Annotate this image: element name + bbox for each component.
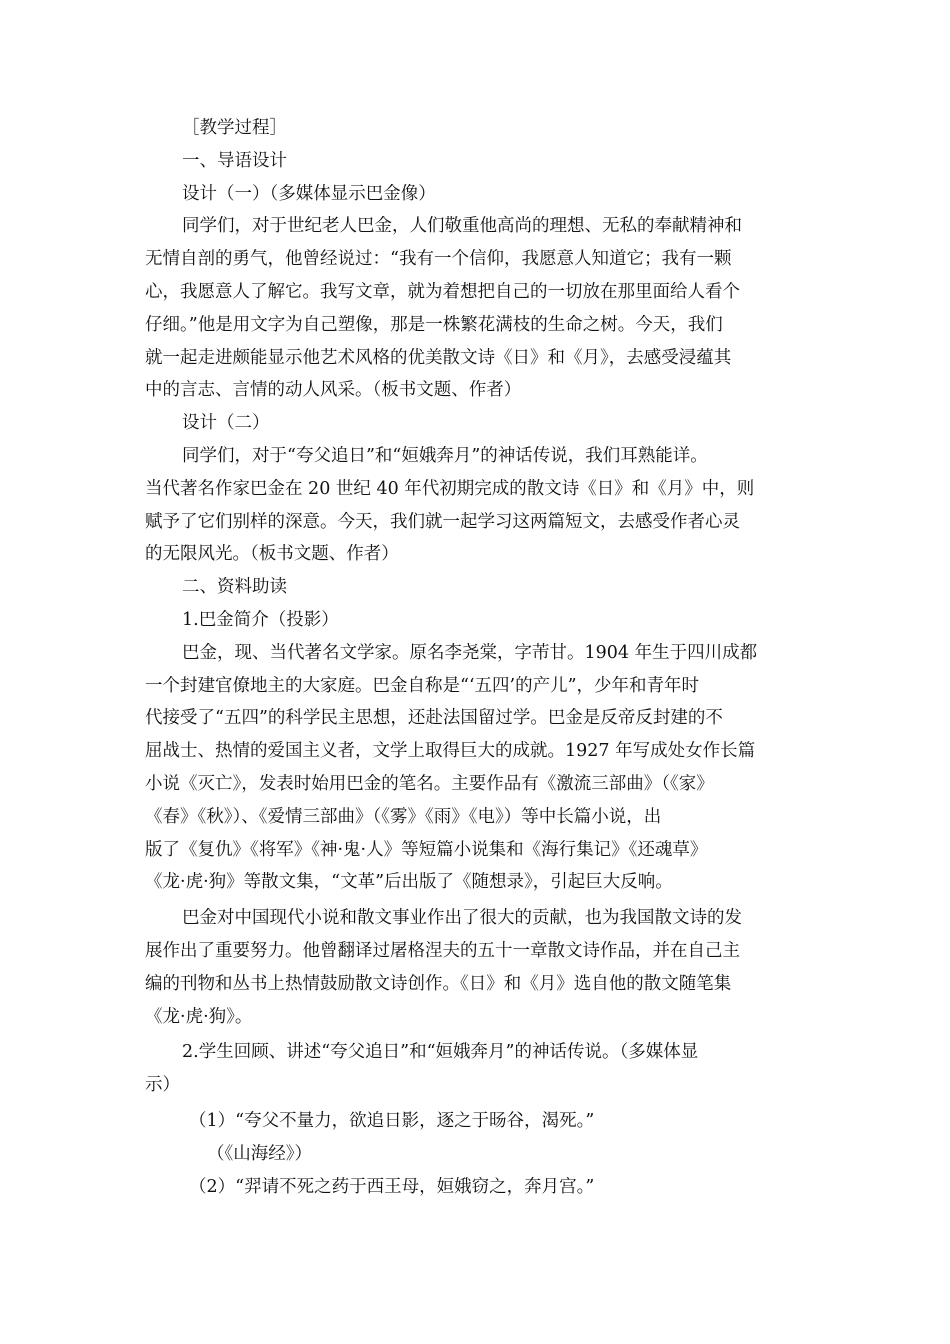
bio-paragraph (145, 637, 807, 899)
paragraph-line: 中的言志、言情的动人风采。（板书文题、作者） (145, 380, 522, 401)
paragraph-line: 心，我愿意人了解它。我写文章，就为着想把自己的一切放在那里面给人看个 (145, 281, 740, 302)
paragraph-line: 赋予了它们别样的深意。今天，我们就一起学习这两篇短文，去感受作者心灵 (145, 511, 740, 532)
paragraph-line: 无情自剖的勇气，他曾经说过：“我有一个信仰，我愿意人知道它；我有一颗 (145, 249, 732, 270)
item-one-title: 1.巴金简介（投影） (182, 609, 339, 630)
paragraph-line: 一个封建官僚地主的大家庭。巴金自称是“‘五四’的产儿”，少年和青年时 (145, 675, 700, 696)
paragraph-line: 屈战士、热情的爱国主义者，文学上取得巨大的成就。1927 年写成处女作长篇 (145, 741, 756, 762)
item-two-paragraph (145, 1036, 807, 1102)
paragraph-line: 版了《复仇》《将军》《神·鬼·人》等短篇小说集和《海行集记》《还魂草》 (145, 839, 708, 860)
paragraph-line: 同学们，对于“夸父追日”和“姮娥奔月”的神话传说，我们耳熟能详。 (182, 445, 708, 466)
contribution-paragraph (145, 902, 807, 1033)
paragraph-line: 巴金，现、当代著名文学家。原名李尧棠，字芾甘。1904 年生于四川成都 (182, 642, 758, 663)
paragraph-line: 代接受了“五四”的科学民主思想，还赴法国留过学。巴金是反帝反封建的不 (145, 708, 723, 729)
paragraph-line: 示） (145, 1075, 180, 1096)
section-title-intro-design: 一、导语设计 (182, 150, 287, 171)
design-one-title: 设计（一）（多媒体显示巴金像） (182, 183, 436, 204)
paragraph-line: 仔细。”他是用文字为自己塑像，那是一株繁花满枝的生命之树。今天，我们 (145, 314, 723, 335)
paragraph-line: 《龙·虎·狗》等散文集，“文革”后出版了《随想录》，引起巨大反响。 (145, 872, 673, 893)
paragraph-line: 就一起走进颇能显示他艺术风格的优美散文诗《日》和《月》，去感受浸蕴其 (145, 347, 732, 368)
paragraph-line: 当代著名作家巴金在 20 世纪 40 年代初期完成的散文诗《日》和《月》中，则 (145, 478, 755, 499)
paragraph-line: 小说《灭亡》，发表时始用巴金的笔名。主要作品有《激流三部曲》（《家》 (145, 773, 714, 794)
design-two-title: 设计（二） (182, 413, 270, 434)
paragraph-line: 《龙·虎·狗》。 (145, 1006, 253, 1027)
design-two-paragraph (145, 440, 807, 571)
quote-one-source: （《山海经》） (207, 1143, 312, 1164)
paragraph-line: 巴金对中国现代小说和散文事业作出了很大的贡献，也为我国散文诗的发 (182, 908, 742, 929)
paragraph-line: 同学们，对于世纪老人巴金，人们敬重他高尚的理想、无私的奉献精神和 (182, 216, 742, 237)
section-title-reference-reading: 二、资料助读 (182, 577, 287, 598)
heading-teaching-process: ［教学过程］ (182, 118, 287, 138)
quote-one: （1）“夸父不量力，欲追日影，逐之于旸谷，渴死。” (189, 1110, 595, 1131)
paragraph-line: 编的刊物和丛书上热情鼓励散文诗创作。《日》和《月》选自他的散文随笔集 (145, 973, 732, 994)
paragraph-line: 《春》《秋》）、《爱情三部曲》（《雾》《雨》《电》）等中长篇小说，出 (145, 806, 662, 827)
quote-two: （2）“羿请不死之药于西王母，姮娥窃之，奔月宫。” (189, 1176, 595, 1197)
design-one-paragraph (145, 210, 807, 407)
paragraph-line: 的无限风光。（板书文题、作者） (145, 544, 399, 565)
paragraph-line: 展作出了重要努力。他曾翻译过屠格涅夫的五十一章散文诗作品，并在自己主 (145, 940, 740, 961)
document-page (145, 112, 807, 1203)
paragraph-line: 2.学生回顾、讲述“夸父追日”和“姮娥奔月”的神话传说。（多媒体显 (182, 1042, 699, 1063)
